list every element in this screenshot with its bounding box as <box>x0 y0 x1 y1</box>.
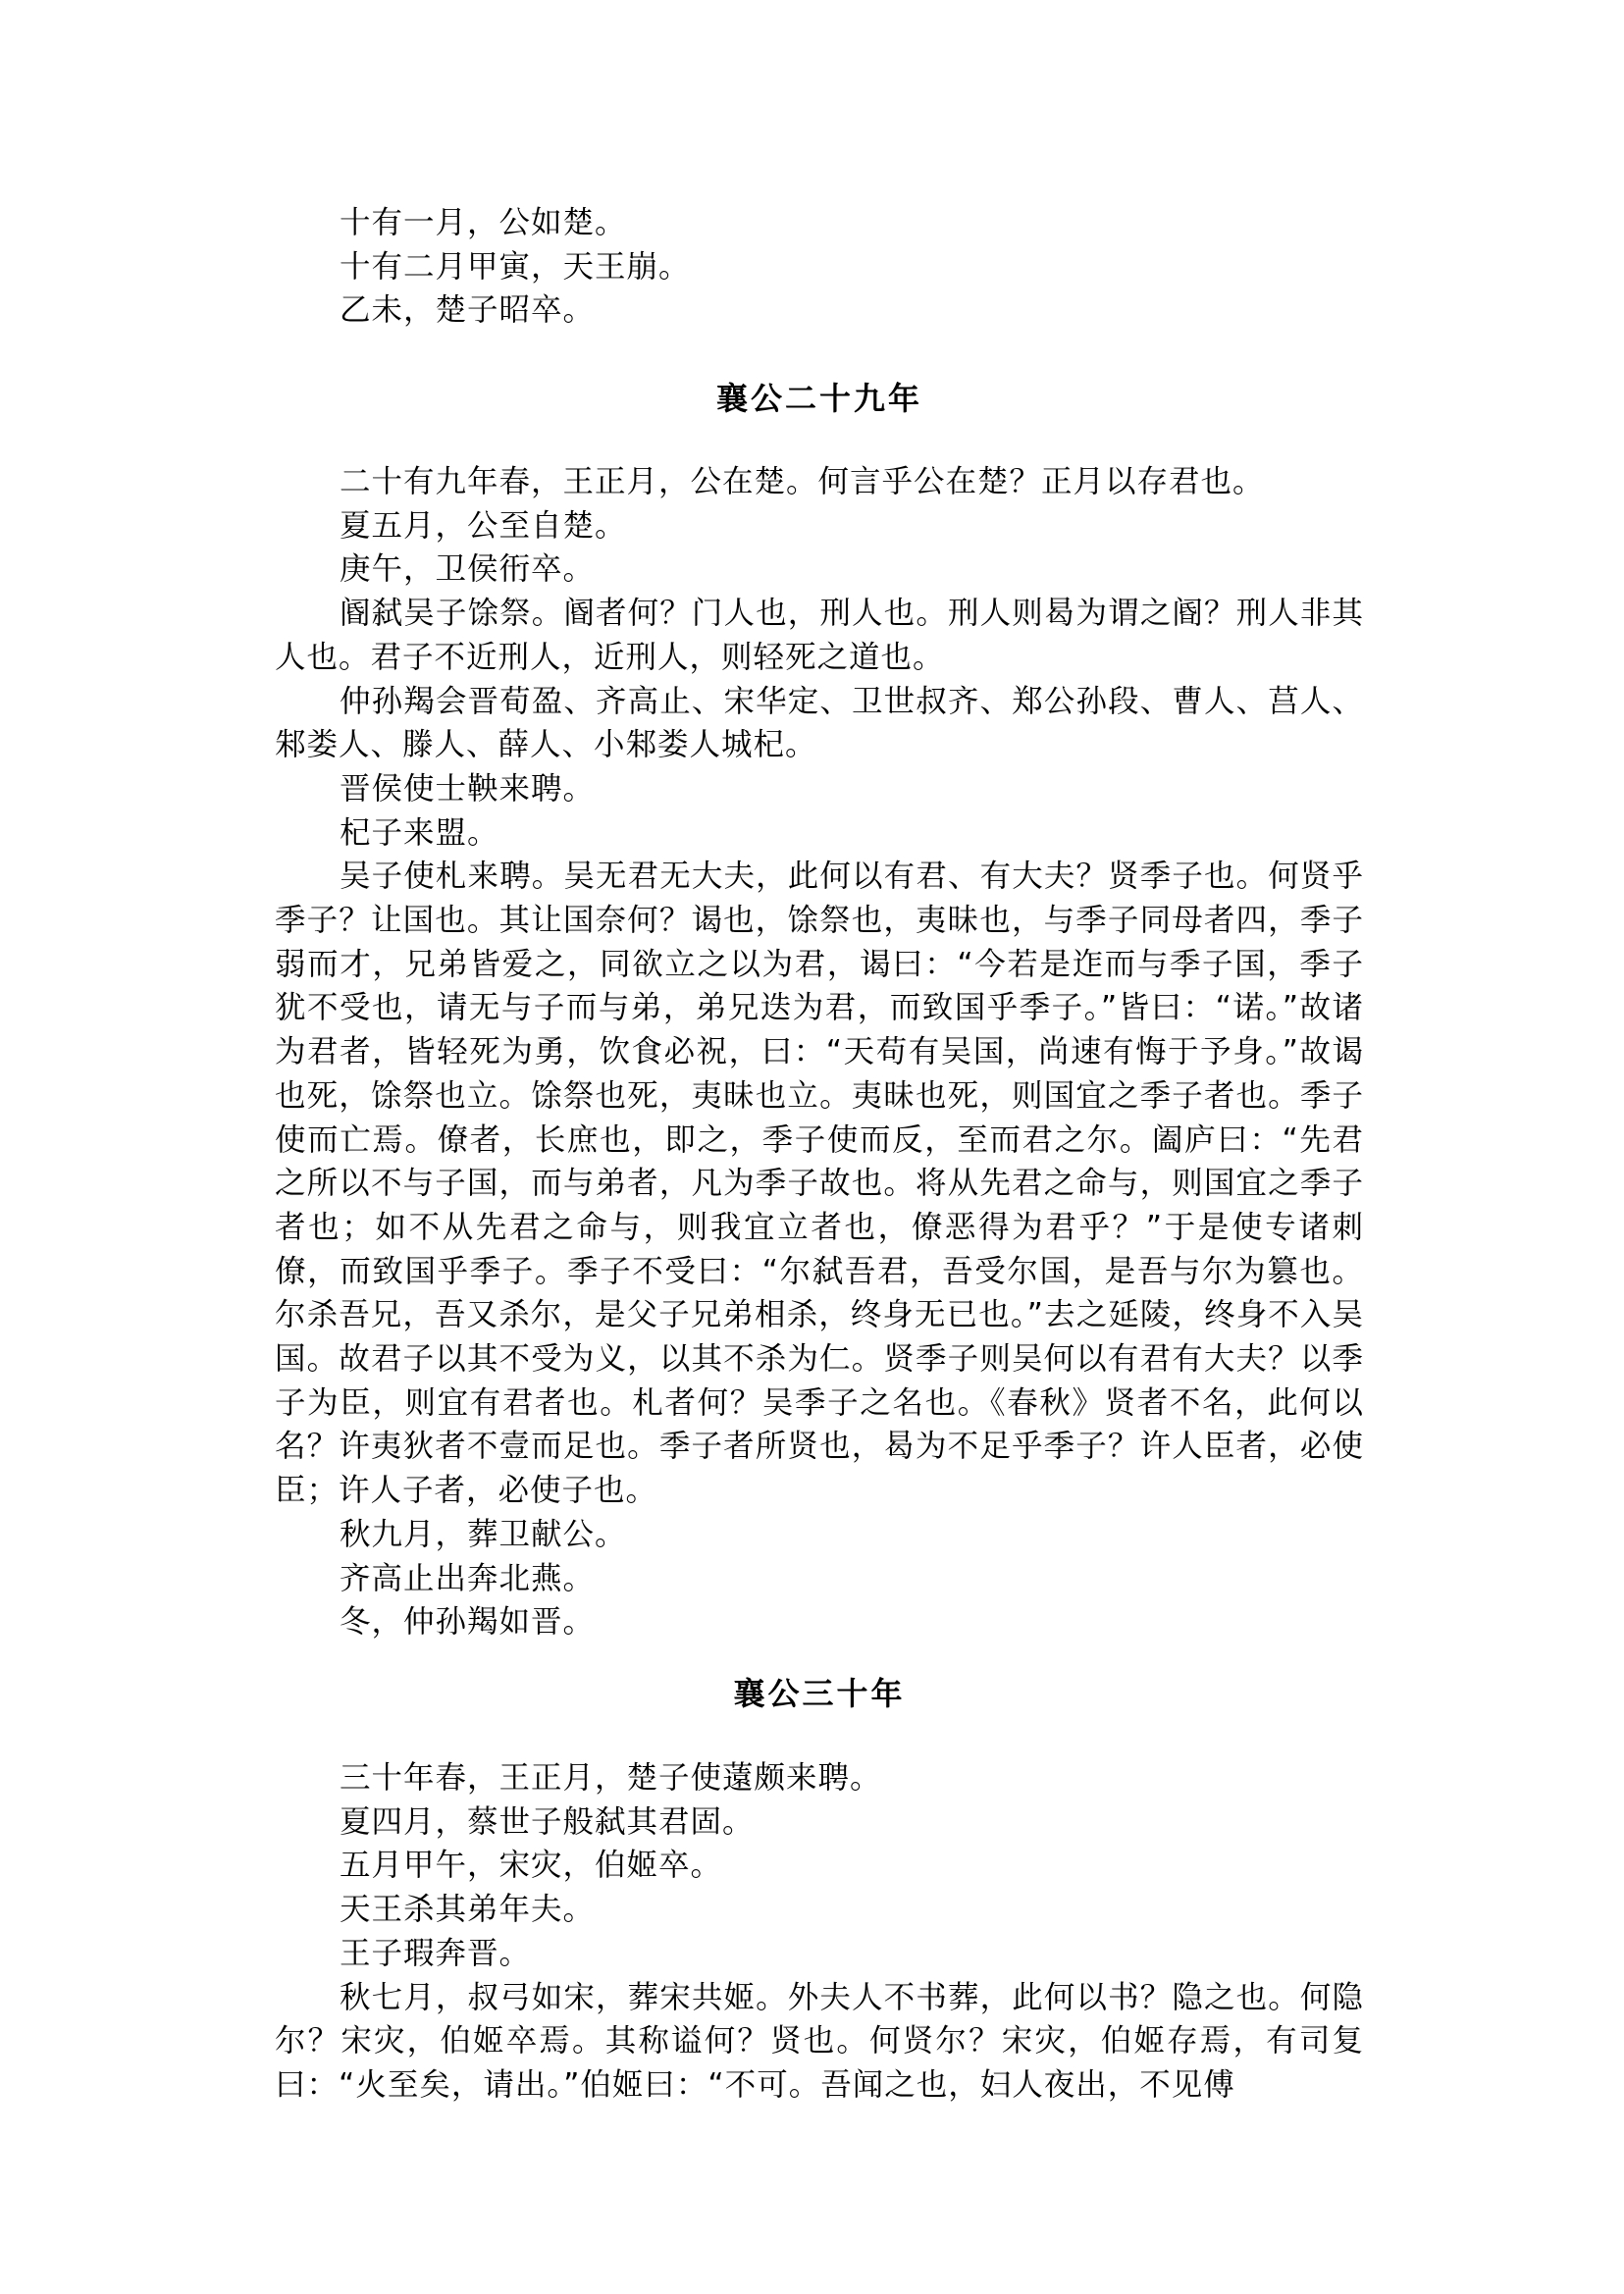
section-heading-xiang-29: 襄公二十九年 <box>715 380 922 417</box>
paragraph: 十有一月，公如楚。 <box>340 205 627 240</box>
paragraph: 三十年春，王正月，楚子使薳颇来聘。 <box>340 1760 882 1796</box>
paragraph: 仲孙羯会晋荀盈、齐高止、宋华定、卫世叔齐、郑公孙段、曹人、莒人、邾娄人、滕人、薛人、小邾娄人城杞。 <box>275 683 1364 763</box>
paragraph: 晋侯使士鞅来聘。 <box>340 770 596 807</box>
paragraph: 吴子使札来聘。吴无君无大夫，此何以有君、有大夫？贤季子也。何贤乎季子？让国也。其让国奈何？谒也，馀祭也，夷昧也，与季子同母者四，季子弱而才，兄弟皆爱之，同欲立之以为君，谒曰：“今若是迮而与季子国，季子犹不受也，请无与子而与弟，弟兄迭为君，而致国乎季子。”皆曰：“诺。”故诸为君者，皆轻死为勇，饮食必祝，曰：“天苟有吴国，尚速有悔于予身。”故谒也死，馀祭也立。馀祭也死，夷昧也立。夷昧也死，则国宜之季子者也。季子使而亡焉。僚者，长庶也，即之，季子使而反，至而君之尔。阖庐曰：“先君之所以不与子国，而与弟者，凡为季子故也。将从先君之命与，则国宜之季子者也；如不从先君之命与，则我宜立者也，僚恶得为君乎？”于是使专诸刺僚，而致国乎季子。季子不受曰：“尔弑吾君，吾受尔国，是吾与尔为篡也。尔杀吾兄，吾又杀尔，是父子兄弟相杀，终身无已也。”去之延陵，终身不入吴国。故君子以其不受为义，以其不杀为仁。贤季子则吴何以有君有大夫？以季子为臣，则宜有君者也。札者何？吴季子之名也。《春秋》贤者不名，此何以名？许夷狄者不壹而足也。季子者所贤也，曷为不足乎季子？许人臣者，必使臣；许人子者，必使子也。 <box>275 859 1364 1509</box>
paragraph: 杞子来盟。 <box>340 814 499 851</box>
paragraph: 天王杀其弟年夫。 <box>340 1892 596 1928</box>
paragraph: 齐高止出奔北燕。 <box>340 1560 596 1596</box>
paragraph: 夏五月，公至自楚。 <box>340 507 627 544</box>
paragraph: 阍弑吴子馀祭。阍者何？门人也，刑人也。刑人则曷为谓之阍？刑人非其人也。君子不近刑人，近刑人，则轻死之道也。 <box>275 596 1364 675</box>
paragraph: 秋九月，葬卫献公。 <box>340 1516 627 1552</box>
paragraph: 乙未，楚子昭卒。 <box>340 292 596 329</box>
paragraph: 十有二月甲寅，天王崩。 <box>340 248 691 285</box>
section-text-xiang-30 <box>275 1756 1364 2108</box>
section-heading-xiang-30: 襄公三十年 <box>733 1675 906 1712</box>
paragraph: 秋七月，叔弓如宋，葬宋共姬。外夫人不书葬，此何以书？隐之也。何隐尔？宋灾，伯姬卒焉。其称谥何？贤也。何贤尔？宋灾，伯姬存焉，有司复曰：“火至矣，请出。”伯姬曰：“不可。吾闻之也，妇人夜出，不见傅 <box>275 1979 1364 2103</box>
paragraph: 冬，仲孙羯如晋。 <box>340 1604 596 1641</box>
paragraph: 二十有九年春，王正月，公在楚。何言乎公在楚？正月以存君也。 <box>340 464 1265 499</box>
section-text-xiang-29 <box>275 460 1364 1644</box>
paragraph: 五月甲午，宋灾，伯姬卒。 <box>340 1848 723 1884</box>
intro-text-block <box>275 201 1364 333</box>
paragraph: 夏四月，蔡世子般弑其君固。 <box>340 1803 755 1840</box>
paragraph: 王子瑕奔晋。 <box>340 1935 532 1971</box>
paragraph: 庚午，卫侯衎卒。 <box>340 551 596 588</box>
